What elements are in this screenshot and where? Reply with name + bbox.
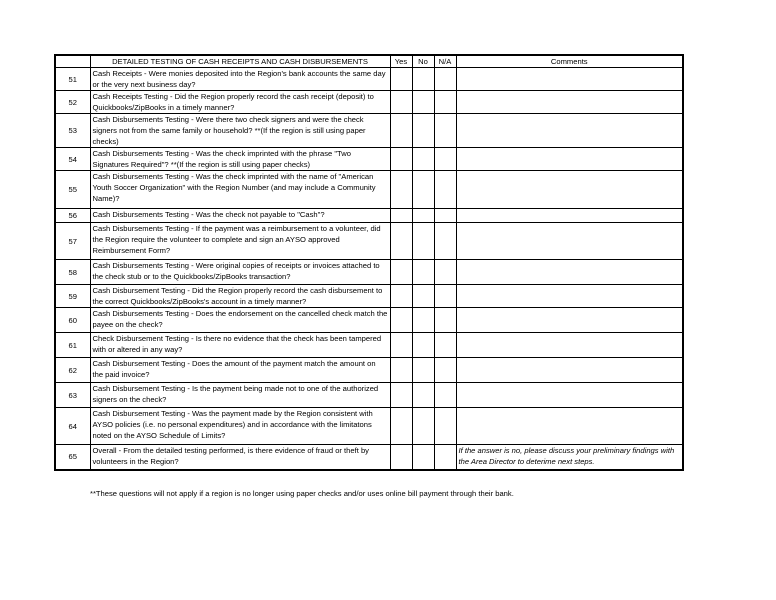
yes-checkbox-cell[interactable] bbox=[390, 171, 412, 209]
question-text: Cash Disbursements Testing - Was the check imprinted with the phrase "Two Signatures Required"? **(If the region is still using paper checks) bbox=[90, 148, 390, 171]
no-checkbox-cell[interactable] bbox=[412, 171, 434, 209]
na-checkbox-cell[interactable] bbox=[434, 209, 456, 223]
number-column-header bbox=[55, 55, 90, 68]
na-checkbox-cell[interactable] bbox=[434, 223, 456, 260]
na-checkbox-cell[interactable] bbox=[434, 358, 456, 383]
table-row bbox=[55, 91, 683, 114]
no-checkbox-cell[interactable] bbox=[412, 383, 434, 408]
yes-checkbox-cell[interactable] bbox=[390, 285, 412, 308]
question-text: Cash Disbursements Testing - Was the check not payable to "Cash"? bbox=[90, 209, 390, 223]
question-text: Cash Disbursement Testing - Does the amount of the payment match the amount on the paid invoice? bbox=[90, 358, 390, 383]
question-number: 55 bbox=[55, 171, 90, 209]
question-text: Cash Disbursements Testing - Was the check imprinted with the name of "American Youth Soccer Organization" with the Region Number (and may include a Community Name)? bbox=[90, 171, 390, 209]
no-checkbox-cell[interactable] bbox=[412, 285, 434, 308]
table-row bbox=[55, 358, 683, 383]
footnote: **These questions will not apply if a region is no longer using paper checks and/or uses online bill payment through their bank. bbox=[90, 489, 514, 498]
no-checkbox-cell[interactable] bbox=[412, 260, 434, 285]
comments-cell[interactable] bbox=[456, 333, 683, 358]
question-text: Cash Disbursements Testing - If the payment was a reimbursement to a volunteer, did the Region require the volunteer to complete and sign an AYSO approved Reimbursement Form? bbox=[90, 223, 390, 260]
comments-cell[interactable] bbox=[456, 114, 683, 148]
question-number: 60 bbox=[55, 308, 90, 333]
yes-checkbox-cell[interactable] bbox=[390, 91, 412, 114]
na-checkbox-cell[interactable] bbox=[434, 333, 456, 358]
na-checkbox-cell[interactable] bbox=[434, 308, 456, 333]
na-checkbox-cell[interactable] bbox=[434, 383, 456, 408]
yes-checkbox-cell[interactable] bbox=[390, 383, 412, 408]
comments-cell[interactable] bbox=[456, 285, 683, 308]
question-text: Cash Disbursements Testing - Were original copies of receipts or invoices attached to the check stub or to the Quickbooks/ZipBooks transaction? bbox=[90, 260, 390, 285]
na-checkbox-cell[interactable] bbox=[434, 148, 456, 171]
comments-cell[interactable] bbox=[456, 408, 683, 445]
yes-checkbox-cell[interactable] bbox=[390, 445, 412, 470]
comments-cell[interactable] bbox=[456, 358, 683, 383]
no-checkbox-cell[interactable] bbox=[412, 308, 434, 333]
yes-checkbox-cell[interactable] bbox=[390, 209, 412, 223]
na-checkbox-cell[interactable] bbox=[434, 445, 456, 470]
yes-column-header: Yes bbox=[390, 55, 412, 68]
na-checkbox-cell[interactable] bbox=[434, 285, 456, 308]
question-number: 53 bbox=[55, 114, 90, 148]
comments-cell[interactable] bbox=[456, 383, 683, 408]
question-number: 61 bbox=[55, 333, 90, 358]
question-text: Cash Disbursement Testing - Is the payment being made not to one of the authorized signers on the check? bbox=[90, 383, 390, 408]
comments-cell[interactable] bbox=[456, 68, 683, 91]
question-text: Overall - From the detailed testing performed, is there evidence of fraud or theft by volunteers in the Region? bbox=[90, 445, 390, 470]
yes-checkbox-cell[interactable] bbox=[390, 308, 412, 333]
no-checkbox-cell[interactable] bbox=[412, 148, 434, 171]
no-checkbox-cell[interactable] bbox=[412, 223, 434, 260]
section-title: DETAILED TESTING OF CASH RECEIPTS AND CASH DISBURSEMENTS bbox=[90, 55, 390, 68]
table-row bbox=[55, 285, 683, 308]
yes-checkbox-cell[interactable] bbox=[390, 333, 412, 358]
na-checkbox-cell[interactable] bbox=[434, 68, 456, 91]
na-checkbox-cell[interactable] bbox=[434, 91, 456, 114]
no-column-header: No bbox=[412, 55, 434, 68]
question-text: Cash Disbursement Testing - Was the payment made by the Region consistent with AYSO policies (i.e. no personal expenditures) and in accordance with the limitatons noted on the AYSO Schedule of Limits? bbox=[90, 408, 390, 445]
question-text: Cash Receipts - Were monies deposited into the Region's bank accounts the same day or the very next business day? bbox=[90, 68, 390, 91]
table-row bbox=[55, 445, 683, 470]
header-row bbox=[55, 55, 683, 68]
yes-checkbox-cell[interactable] bbox=[390, 260, 412, 285]
na-column-header: N/A bbox=[434, 55, 456, 68]
na-checkbox-cell[interactable] bbox=[434, 171, 456, 209]
comments-cell[interactable] bbox=[456, 308, 683, 333]
question-number: 57 bbox=[55, 223, 90, 260]
table-row bbox=[55, 383, 683, 408]
no-checkbox-cell[interactable] bbox=[412, 445, 434, 470]
yes-checkbox-cell[interactable] bbox=[390, 223, 412, 260]
table-row bbox=[55, 333, 683, 358]
question-number: 51 bbox=[55, 68, 90, 91]
yes-checkbox-cell[interactable] bbox=[390, 358, 412, 383]
comments-cell[interactable]: If the answer is no, please discuss your preliminary findings with the Area Director to deterime next steps. bbox=[456, 445, 683, 470]
question-number: 54 bbox=[55, 148, 90, 171]
comments-column-header: Comments bbox=[456, 55, 683, 68]
comments-cell[interactable] bbox=[456, 91, 683, 114]
comments-cell[interactable] bbox=[456, 223, 683, 260]
na-checkbox-cell[interactable] bbox=[434, 408, 456, 445]
table-row bbox=[55, 209, 683, 223]
question-number: 64 bbox=[55, 408, 90, 445]
question-text: Cash Disbursements Testing - Does the endorsement on the cancelled check match the payee on the check? bbox=[90, 308, 390, 333]
table-row bbox=[55, 148, 683, 171]
table-row bbox=[55, 408, 683, 445]
table-row bbox=[55, 223, 683, 260]
yes-checkbox-cell[interactable] bbox=[390, 68, 412, 91]
no-checkbox-cell[interactable] bbox=[412, 68, 434, 91]
question-number: 52 bbox=[55, 91, 90, 114]
no-checkbox-cell[interactable] bbox=[412, 333, 434, 358]
no-checkbox-cell[interactable] bbox=[412, 408, 434, 445]
question-text: Cash Disbursements Testing - Were there two check signers and were the check signers not from the same family or household? **(If the region is still using paper checks) bbox=[90, 114, 390, 148]
question-number: 62 bbox=[55, 358, 90, 383]
question-number: 65 bbox=[55, 445, 90, 470]
comments-cell[interactable] bbox=[456, 148, 683, 171]
table-row bbox=[55, 308, 683, 333]
yes-checkbox-cell[interactable] bbox=[390, 148, 412, 171]
question-text: Cash Disbursement Testing - Did the Region properly record the cash disbursement to the correct Quickbooks/ZipBooks's account in a timely manner? bbox=[90, 285, 390, 308]
no-checkbox-cell[interactable] bbox=[412, 114, 434, 148]
yes-checkbox-cell[interactable] bbox=[390, 408, 412, 445]
question-number: 56 bbox=[55, 209, 90, 223]
yes-checkbox-cell[interactable] bbox=[390, 114, 412, 148]
question-text: Cash Receipts Testing - Did the Region properly record the cash receipt (deposit) to Quickbooks/ZipBooks in a timely manner? bbox=[90, 91, 390, 114]
no-checkbox-cell[interactable] bbox=[412, 209, 434, 223]
table-row bbox=[55, 68, 683, 91]
no-checkbox-cell[interactable] bbox=[412, 358, 434, 383]
question-text: Check Disbursement Testing - Is there no evidence that the check has been tampered with or altered in any way? bbox=[90, 333, 390, 358]
table-row bbox=[55, 114, 683, 148]
question-number: 63 bbox=[55, 383, 90, 408]
no-checkbox-cell[interactable] bbox=[412, 91, 434, 114]
question-number: 58 bbox=[55, 260, 90, 285]
na-checkbox-cell[interactable] bbox=[434, 260, 456, 285]
table-row bbox=[55, 260, 683, 285]
comments-cell[interactable] bbox=[456, 171, 683, 209]
na-checkbox-cell[interactable] bbox=[434, 114, 456, 148]
comments-cell[interactable] bbox=[456, 209, 683, 223]
question-number: 59 bbox=[55, 285, 90, 308]
cash-testing-table bbox=[54, 54, 684, 471]
comments-cell[interactable] bbox=[456, 260, 683, 285]
table-row bbox=[55, 171, 683, 209]
